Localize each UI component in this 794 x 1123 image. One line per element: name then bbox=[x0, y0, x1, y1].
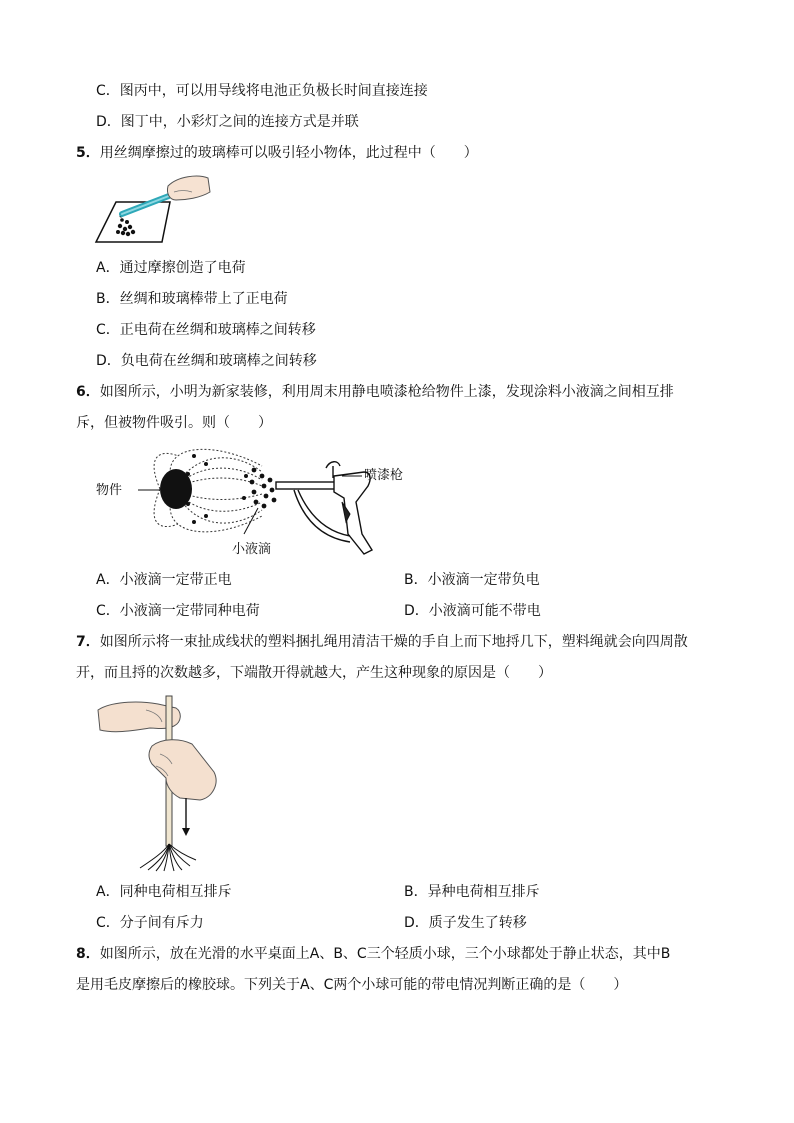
q6-option-c: C．小液滴一定带同种电荷 bbox=[96, 603, 260, 619]
figure-label-spray-gun: 喷漆枪 bbox=[364, 468, 404, 483]
q6-number: 6． bbox=[76, 384, 100, 400]
q5-option-a: A．通过摩擦创造了电荷 bbox=[96, 260, 246, 276]
q6-option-d: D．小液滴可能不带电 bbox=[404, 603, 541, 619]
q6-stem-line-1: 如图所示，小明为新家装修，利用周末用静电喷漆枪给物件上漆，发现涂料小液滴之间相互排 bbox=[99, 384, 674, 400]
q5-option-d: D．负电荷在丝绸和玻璃棒之间转移 bbox=[96, 353, 317, 369]
q7-option-a: A．同种电荷相互排斥 bbox=[96, 884, 232, 900]
q6-option-a: A．小液滴一定带正电 bbox=[96, 572, 232, 588]
q5-stem-line-1: 用丝绸摩擦过的玻璃棒可以吸引轻小物体，此过程中（ ） bbox=[99, 145, 478, 161]
q5-stem bbox=[76, 144, 478, 162]
electrostatic-spray-gun-icon bbox=[94, 442, 424, 562]
q7-number: 7． bbox=[76, 634, 100, 650]
q7-stem-line-1: 如图所示将一束扯成线状的塑料捆扎绳用清洁干燥的手自上而下地捋几下，塑料绳就会向四周散 bbox=[99, 634, 688, 650]
q7-option-d: D．质子发生了转移 bbox=[404, 915, 527, 931]
q6-stem bbox=[76, 383, 674, 401]
figure-label-object: 物件 bbox=[96, 483, 123, 498]
q6-option-b: B．小液滴一定带负电 bbox=[404, 572, 540, 588]
q5-option-c: C．正电荷在丝绸和玻璃棒之间转移 bbox=[96, 322, 316, 338]
q4-option-d: D．图丁中，小彩灯之间的连接方式是并联 bbox=[96, 114, 359, 130]
q7-option-c: C．分子间有斥力 bbox=[96, 915, 204, 931]
glass-rod-attracting-paper-bits-icon bbox=[94, 172, 214, 248]
q7-option-b: B．异种电荷相互排斥 bbox=[404, 884, 540, 900]
q8-stem-line-2: 是用毛皮摩擦后的橡胶球。下列关于A、C两个小球可能的带电情况判断正确的是（ ） bbox=[76, 977, 628, 993]
q8-stem-line-1: 如图所示，放在光滑的水平桌面上A、B、C三个轻质小球，三个小球都处于静止状态，其中B bbox=[99, 946, 671, 962]
q5-option-b: B．丝绸和玻璃棒带上了正电荷 bbox=[96, 291, 288, 307]
q5-number: 5． bbox=[76, 145, 100, 161]
q8-number: 8． bbox=[76, 946, 100, 962]
q6-stem-line-2: 斥，但被物件吸引。则（ ） bbox=[76, 415, 272, 431]
q8-stem bbox=[76, 945, 670, 963]
figure-label-droplets: 小液滴 bbox=[232, 542, 272, 557]
q4-option-c: C．图丙中，可以用导线将电池正负极长时间直接连接 bbox=[96, 83, 428, 99]
q7-stem-line-2: 开，而且捋的次数越多，下端散开得就越大，产生这种现象的原因是（ ） bbox=[76, 665, 552, 681]
hand-stroking-plastic-strings-icon bbox=[96, 694, 228, 872]
q7-stem bbox=[76, 633, 688, 651]
